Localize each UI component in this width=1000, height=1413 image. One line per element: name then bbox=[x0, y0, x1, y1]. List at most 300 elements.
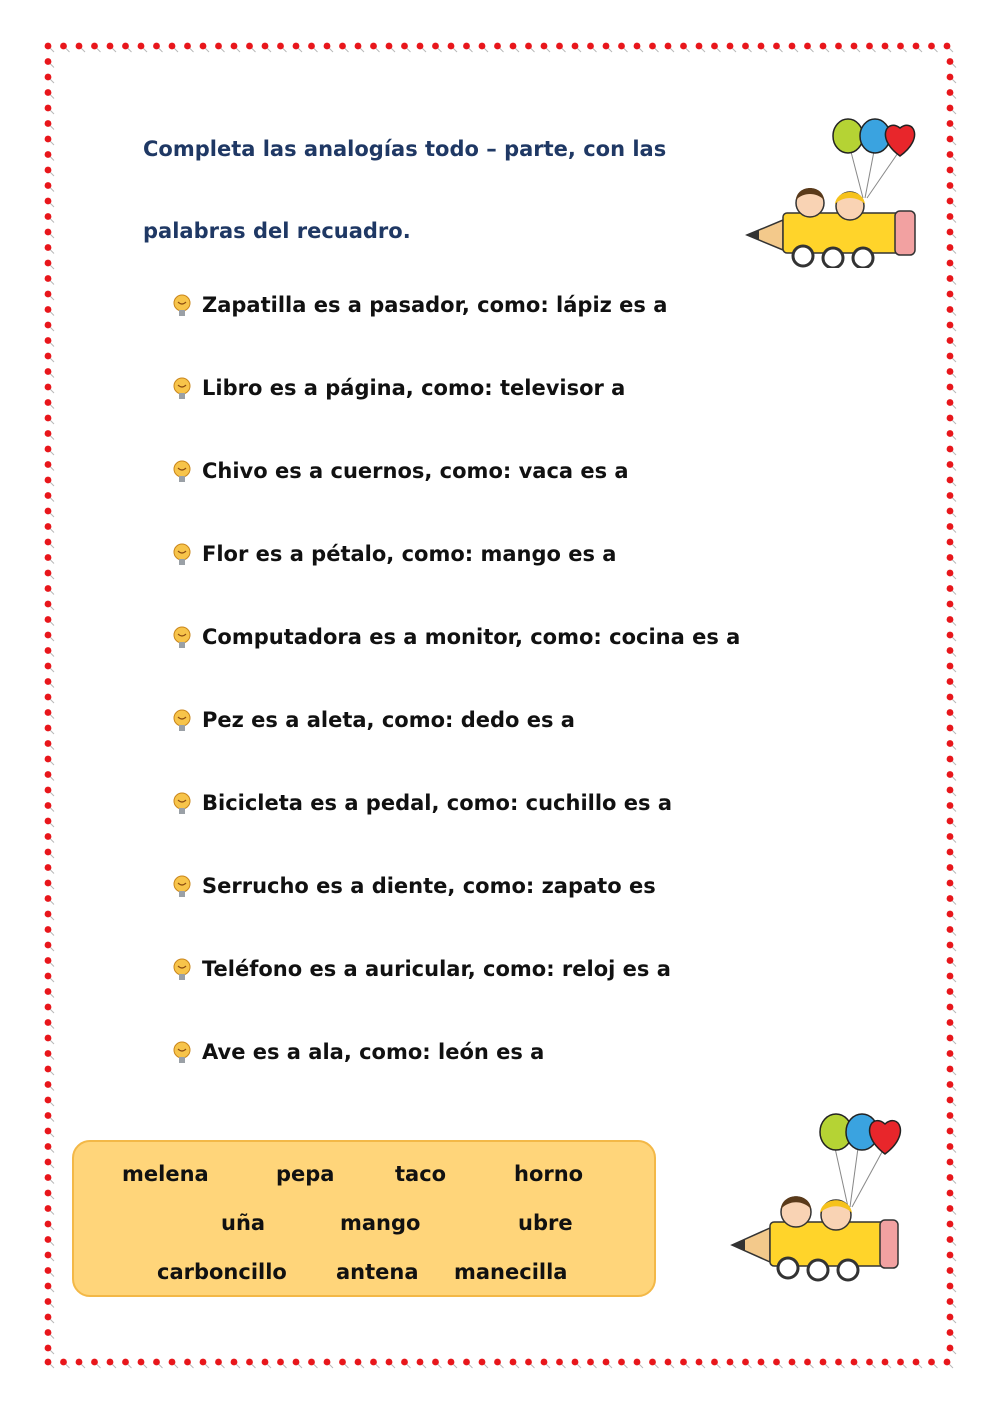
border-dot bbox=[947, 849, 954, 856]
border-dot bbox=[947, 539, 954, 546]
border-dot bbox=[45, 1190, 52, 1197]
border-dot bbox=[947, 756, 954, 763]
border-dot bbox=[947, 229, 954, 236]
border-dot bbox=[947, 787, 954, 794]
border-dot bbox=[60, 1359, 67, 1366]
border-dot bbox=[603, 1359, 610, 1366]
border-dot bbox=[45, 337, 52, 344]
border-dot bbox=[122, 1359, 129, 1366]
list-item bbox=[172, 539, 740, 622]
border-dot bbox=[947, 1283, 954, 1290]
border-dot bbox=[618, 43, 625, 50]
border-dot bbox=[947, 957, 954, 964]
border-dot bbox=[634, 1359, 641, 1366]
border-dot bbox=[45, 585, 52, 592]
border-dot bbox=[45, 1143, 52, 1150]
border-dot bbox=[45, 802, 52, 809]
border-dot bbox=[556, 43, 563, 50]
border-dot bbox=[947, 74, 954, 81]
analogy-text: Chivo es a cuernos, como: vaca es a bbox=[202, 459, 629, 483]
border-dot bbox=[541, 1359, 548, 1366]
border-dot bbox=[45, 601, 52, 608]
analogy-text: Ave es a ala, como: león es a bbox=[202, 1040, 545, 1064]
analogy-text: Flor es a pétalo, como: mango es a bbox=[202, 542, 617, 566]
border-dot bbox=[804, 1359, 811, 1366]
border-dot bbox=[45, 384, 52, 391]
border-dot bbox=[947, 415, 954, 422]
kids-pencil-car-illustration-top bbox=[745, 118, 925, 268]
border-dot bbox=[947, 1081, 954, 1088]
instruction-line-1: Completa las analogías todo – parte, con las bbox=[143, 137, 667, 161]
border-dot bbox=[711, 1359, 718, 1366]
border-dot bbox=[45, 182, 52, 189]
lightbulb-icon bbox=[172, 875, 192, 901]
border-dot bbox=[947, 430, 954, 437]
border-dot bbox=[277, 1359, 284, 1366]
border-dot bbox=[947, 895, 954, 902]
border-dot bbox=[944, 1359, 951, 1366]
border-dot bbox=[866, 43, 873, 50]
border-dot bbox=[947, 353, 954, 360]
border-dot bbox=[947, 1298, 954, 1305]
border-dot bbox=[45, 833, 52, 840]
border-dot bbox=[835, 43, 842, 50]
border-dot bbox=[169, 1359, 176, 1366]
border-dot bbox=[947, 182, 954, 189]
border-dot bbox=[947, 399, 954, 406]
border-dot bbox=[928, 43, 935, 50]
border-dot bbox=[45, 353, 52, 360]
border-dot bbox=[91, 43, 98, 50]
border-dot bbox=[820, 1359, 827, 1366]
border-dot bbox=[45, 477, 52, 484]
border-dot bbox=[947, 632, 954, 639]
border-dot bbox=[45, 229, 52, 236]
border-dot bbox=[947, 942, 954, 949]
border-dot bbox=[45, 430, 52, 437]
border-dot bbox=[947, 306, 954, 313]
border-dot bbox=[138, 1359, 145, 1366]
border-dot bbox=[665, 1359, 672, 1366]
border-dot bbox=[634, 43, 641, 50]
border-dot bbox=[947, 1252, 954, 1259]
lightbulb-icon bbox=[172, 958, 192, 984]
border-dot bbox=[293, 1359, 300, 1366]
border-dot bbox=[947, 818, 954, 825]
border-dot bbox=[572, 1359, 579, 1366]
border-dot bbox=[947, 1205, 954, 1212]
border-dot bbox=[45, 539, 52, 546]
border-dot bbox=[789, 43, 796, 50]
border-dot bbox=[45, 1329, 52, 1336]
border-dot bbox=[947, 1143, 954, 1150]
border-dot bbox=[947, 880, 954, 887]
border-dot bbox=[947, 1190, 954, 1197]
border-dot bbox=[882, 1359, 889, 1366]
border-dot bbox=[45, 244, 52, 251]
border-dot bbox=[45, 43, 52, 50]
border-dot bbox=[947, 740, 954, 747]
border-dot bbox=[45, 957, 52, 964]
border-dot bbox=[947, 833, 954, 840]
border-dot bbox=[45, 260, 52, 267]
border-dot bbox=[947, 725, 954, 732]
lightbulb-icon bbox=[172, 792, 192, 818]
border-dot bbox=[820, 43, 827, 50]
analogy-text: Computadora es a monitor, como: cocina es a bbox=[202, 625, 741, 649]
border-dot bbox=[45, 74, 52, 81]
border-dot bbox=[947, 1035, 954, 1042]
border-dot bbox=[45, 492, 52, 499]
border-dot bbox=[45, 1035, 52, 1042]
border-dot bbox=[370, 1359, 377, 1366]
word-bank-word: melena bbox=[122, 1162, 209, 1186]
border-dot bbox=[947, 446, 954, 453]
border-dot bbox=[355, 1359, 362, 1366]
border-dot bbox=[463, 1359, 470, 1366]
border-dot bbox=[947, 291, 954, 298]
border-dot bbox=[947, 709, 954, 716]
border-dot bbox=[587, 43, 594, 50]
border-dot bbox=[448, 43, 455, 50]
analogy-text: Libro es a página, como: televisor a bbox=[202, 376, 626, 400]
analogy-text: Pez es a aleta, como: dedo es a bbox=[202, 708, 575, 732]
border-dot bbox=[479, 43, 486, 50]
border-dot bbox=[45, 415, 52, 422]
word-bank-word: pepa bbox=[276, 1162, 335, 1186]
border-dot bbox=[45, 787, 52, 794]
border-dot bbox=[45, 926, 52, 933]
border-dot bbox=[45, 1236, 52, 1243]
border-dot bbox=[45, 1019, 52, 1026]
list-item bbox=[172, 705, 740, 788]
border-dot bbox=[45, 632, 52, 639]
border-dot bbox=[494, 43, 501, 50]
word-bank-word: taco bbox=[395, 1162, 447, 1186]
border-dot bbox=[727, 1359, 734, 1366]
lightbulb-icon bbox=[172, 460, 192, 486]
border-dot bbox=[417, 1359, 424, 1366]
border-dot bbox=[45, 198, 52, 205]
border-dot bbox=[45, 291, 52, 298]
border-dot bbox=[76, 1359, 83, 1366]
border-dot bbox=[45, 1112, 52, 1119]
border-dot bbox=[947, 1345, 954, 1352]
border-dot bbox=[680, 1359, 687, 1366]
border-dot bbox=[947, 570, 954, 577]
border-dot bbox=[231, 43, 238, 50]
border-dot bbox=[947, 1066, 954, 1073]
border-dot bbox=[866, 1359, 873, 1366]
instruction-text bbox=[143, 108, 726, 272]
border-dot bbox=[277, 43, 284, 50]
border-dot bbox=[45, 709, 52, 716]
list-item bbox=[172, 456, 740, 539]
balloons-icon bbox=[833, 119, 915, 198]
border-dot bbox=[401, 43, 408, 50]
border-dot bbox=[947, 647, 954, 654]
pencil-car-icon bbox=[732, 1220, 898, 1280]
border-dot bbox=[386, 43, 393, 50]
pencil-car-icon bbox=[747, 211, 915, 268]
analogy-text: Serrucho es a diente, como: zapato es bbox=[202, 874, 656, 898]
border-dot bbox=[45, 1314, 52, 1321]
border-dot bbox=[947, 1174, 954, 1181]
border-dot bbox=[947, 461, 954, 468]
border-dot bbox=[947, 601, 954, 608]
list-item bbox=[172, 373, 740, 456]
border-dot bbox=[184, 43, 191, 50]
border-dot bbox=[339, 43, 346, 50]
border-dot bbox=[947, 492, 954, 499]
border-dot bbox=[45, 1283, 52, 1290]
border-dot bbox=[947, 523, 954, 530]
border-dot bbox=[947, 89, 954, 96]
border-dot bbox=[91, 1359, 98, 1366]
border-dot bbox=[45, 136, 52, 143]
border-dot bbox=[45, 740, 52, 747]
list-item bbox=[172, 788, 740, 871]
border-dot bbox=[603, 43, 610, 50]
border-dot bbox=[947, 802, 954, 809]
border-dot bbox=[45, 1252, 52, 1259]
border-dot bbox=[45, 1050, 52, 1057]
border-dot bbox=[913, 43, 920, 50]
border-dot bbox=[742, 1359, 749, 1366]
border-dot bbox=[773, 1359, 780, 1366]
border-dot bbox=[494, 1359, 501, 1366]
border-dot bbox=[947, 322, 954, 329]
border-dot bbox=[947, 864, 954, 871]
border-dot bbox=[947, 678, 954, 685]
border-dot bbox=[122, 43, 129, 50]
border-dot bbox=[851, 1359, 858, 1366]
border-dot bbox=[45, 973, 52, 980]
border-dot bbox=[432, 43, 439, 50]
border-dot bbox=[417, 43, 424, 50]
border-dot bbox=[45, 647, 52, 654]
border-dot bbox=[45, 864, 52, 871]
border-dot bbox=[215, 43, 222, 50]
border-dot bbox=[45, 616, 52, 623]
border-dot bbox=[947, 973, 954, 980]
border-dot bbox=[947, 988, 954, 995]
border-dot bbox=[45, 306, 52, 313]
border-dot bbox=[200, 43, 207, 50]
border-dot bbox=[947, 508, 954, 515]
lightbulb-icon bbox=[172, 1041, 192, 1067]
border-dot bbox=[401, 1359, 408, 1366]
border-dot bbox=[944, 43, 951, 50]
border-dot bbox=[45, 678, 52, 685]
border-dot bbox=[246, 1359, 253, 1366]
border-dot bbox=[45, 570, 52, 577]
border-dot bbox=[60, 43, 67, 50]
border-dot bbox=[947, 384, 954, 391]
border-dot bbox=[525, 1359, 532, 1366]
border-dot bbox=[947, 477, 954, 484]
border-dot bbox=[448, 1359, 455, 1366]
border-dot bbox=[45, 1066, 52, 1073]
border-dot bbox=[184, 1359, 191, 1366]
border-dot bbox=[45, 322, 52, 329]
border-dot bbox=[45, 554, 52, 561]
border-dot bbox=[138, 43, 145, 50]
border-dot bbox=[947, 1019, 954, 1026]
border-dot bbox=[45, 1345, 52, 1352]
border-dot bbox=[851, 43, 858, 50]
border-dot bbox=[107, 43, 114, 50]
analogy-list bbox=[172, 290, 740, 1120]
border-dot bbox=[947, 167, 954, 174]
border-dot bbox=[308, 43, 315, 50]
border-dot bbox=[45, 911, 52, 918]
border-dot bbox=[45, 725, 52, 732]
border-dot bbox=[947, 663, 954, 670]
border-dot bbox=[789, 1359, 796, 1366]
border-dot bbox=[587, 1359, 594, 1366]
lightbulb-icon bbox=[172, 377, 192, 403]
border-dot bbox=[45, 1097, 52, 1104]
list-item bbox=[172, 290, 740, 373]
border-dot bbox=[947, 771, 954, 778]
border-dot bbox=[45, 1221, 52, 1228]
border-dot bbox=[45, 849, 52, 856]
border-dot bbox=[45, 120, 52, 127]
border-dot bbox=[947, 1314, 954, 1321]
border-dot bbox=[947, 1050, 954, 1057]
list-item bbox=[172, 871, 740, 954]
border-dot bbox=[45, 446, 52, 453]
border-dot bbox=[947, 1112, 954, 1119]
border-dot bbox=[947, 105, 954, 112]
border-dot bbox=[231, 1359, 238, 1366]
border-dot bbox=[947, 151, 954, 158]
border-dot bbox=[556, 1359, 563, 1366]
border-dot bbox=[45, 1081, 52, 1088]
border-dot bbox=[215, 1359, 222, 1366]
border-dot bbox=[45, 771, 52, 778]
border-dot bbox=[324, 43, 331, 50]
border-dot bbox=[45, 167, 52, 174]
border-dot bbox=[947, 1097, 954, 1104]
border-dot bbox=[696, 43, 703, 50]
border-dot bbox=[45, 818, 52, 825]
border-dot bbox=[897, 1359, 904, 1366]
border-dot bbox=[386, 1359, 393, 1366]
lightbulb-icon bbox=[172, 294, 192, 320]
border-dot bbox=[947, 554, 954, 561]
border-dot bbox=[758, 1359, 765, 1366]
border-dot bbox=[947, 911, 954, 918]
word-bank-word: mango bbox=[340, 1211, 421, 1235]
border-dot bbox=[45, 508, 52, 515]
list-item bbox=[172, 954, 740, 1037]
border-dot bbox=[947, 1329, 954, 1336]
border-dot bbox=[45, 213, 52, 220]
border-dot bbox=[947, 120, 954, 127]
list-item bbox=[172, 622, 740, 705]
balloons-icon bbox=[820, 1114, 900, 1207]
border-dot bbox=[293, 43, 300, 50]
border-dot bbox=[200, 1359, 207, 1366]
border-dot bbox=[45, 663, 52, 670]
border-dot bbox=[773, 43, 780, 50]
border-dot bbox=[947, 244, 954, 251]
border-dot bbox=[45, 105, 52, 112]
border-dot bbox=[928, 1359, 935, 1366]
border-dot bbox=[835, 1359, 842, 1366]
border-dot bbox=[45, 895, 52, 902]
border-dot bbox=[680, 43, 687, 50]
border-dot bbox=[45, 461, 52, 468]
border-dot bbox=[324, 1359, 331, 1366]
analogy-text: Bicicleta es a pedal, como: cuchillo es a bbox=[202, 791, 673, 815]
border-dot bbox=[45, 942, 52, 949]
border-dot bbox=[696, 1359, 703, 1366]
border-dot bbox=[947, 926, 954, 933]
border-dot bbox=[169, 43, 176, 50]
analogy-text: Teléfono es a auricular, como: reloj es a bbox=[202, 957, 671, 981]
border-dot bbox=[479, 1359, 486, 1366]
border-dot bbox=[370, 43, 377, 50]
border-dot bbox=[947, 260, 954, 267]
border-dot bbox=[45, 1174, 52, 1181]
word-bank-word: manecilla bbox=[454, 1260, 568, 1284]
word-bank-box bbox=[72, 1140, 656, 1297]
border-dot bbox=[947, 136, 954, 143]
border-dot bbox=[947, 213, 954, 220]
border-dot bbox=[758, 43, 765, 50]
border-dot bbox=[742, 43, 749, 50]
border-dot bbox=[153, 43, 160, 50]
border-dot bbox=[649, 43, 656, 50]
border-dot bbox=[45, 1359, 52, 1366]
border-dot bbox=[45, 399, 52, 406]
border-dot bbox=[45, 58, 52, 65]
border-dot bbox=[45, 1128, 52, 1135]
border-dot bbox=[882, 43, 889, 50]
word-bank-word: carboncillo bbox=[157, 1260, 287, 1284]
border-dot bbox=[339, 1359, 346, 1366]
border-dot bbox=[45, 1004, 52, 1011]
analogy-text: Zapatilla es a pasador, como: lápiz es a bbox=[202, 293, 668, 317]
list-item bbox=[172, 1037, 740, 1120]
border-dot bbox=[510, 43, 517, 50]
border-dot bbox=[262, 43, 269, 50]
border-dot bbox=[913, 1359, 920, 1366]
border-dot bbox=[947, 1159, 954, 1166]
border-dot bbox=[45, 756, 52, 763]
border-dot bbox=[947, 694, 954, 701]
border-dot bbox=[45, 523, 52, 530]
border-dot bbox=[45, 275, 52, 282]
border-dot bbox=[432, 1359, 439, 1366]
border-dot bbox=[947, 368, 954, 375]
border-dot bbox=[45, 880, 52, 887]
lightbulb-icon bbox=[172, 626, 192, 652]
lightbulb-icon bbox=[172, 709, 192, 735]
border-dot bbox=[665, 43, 672, 50]
border-dot bbox=[45, 368, 52, 375]
word-bank-word: ubre bbox=[518, 1211, 573, 1235]
border-dot bbox=[947, 1236, 954, 1243]
instruction-line-2: palabras del recuadro. bbox=[143, 219, 411, 243]
border-dot bbox=[76, 43, 83, 50]
border-dot bbox=[45, 988, 52, 995]
border-dot bbox=[804, 43, 811, 50]
border-dot bbox=[649, 1359, 656, 1366]
